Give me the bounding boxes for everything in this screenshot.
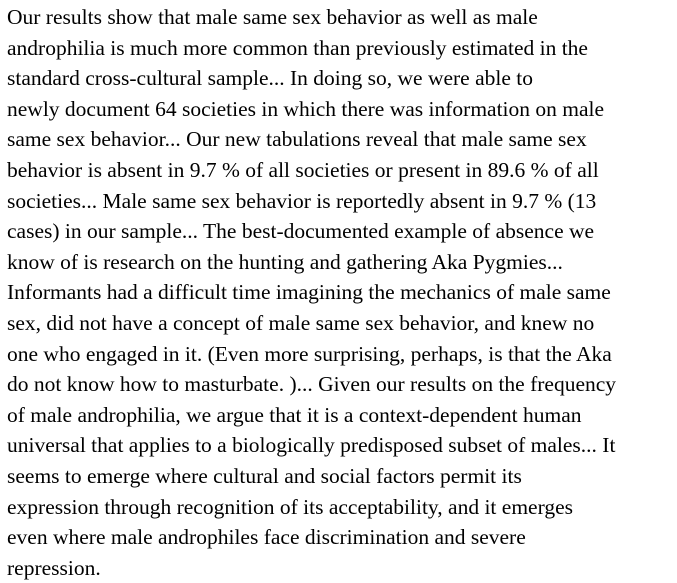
- text-line: seems to emerge where cultural and social factors permit its: [7, 463, 522, 488]
- text-line: know of is research on the hunting and gathering Aka Pygmies...: [7, 249, 563, 274]
- text-line: expression through recognition of its acceptability, and it emerges: [7, 494, 574, 519]
- text-line: one who engaged in it. (Even more surprising, perhaps, is that the Aka: [7, 341, 612, 366]
- text-line: Informants had a difficult time imagining the mechanics of male same: [7, 280, 611, 305]
- text-line: Our results show that male same sex behavior as well as male: [7, 5, 538, 29]
- text-line: newly document 64 societies in which there was information on male: [7, 96, 605, 121]
- text-line: societies... Male same sex behavior is reportedly absent in 9.7 % (13: [7, 188, 597, 213]
- text-line: of male androphilia, we argue that it is a context-dependent human: [7, 402, 582, 427]
- text-line: cases) in our sample... The best-documented example of absence we: [7, 219, 595, 244]
- text-line: androphilia is much more common than previously estimated in the: [7, 35, 588, 60]
- text-line: even where male androphiles face discrimination and severe: [7, 525, 526, 550]
- text-line: standard cross-cultural sample... In doing so, we were able to: [7, 66, 533, 91]
- text-line: sex, did not have a concept of male same sex behavior, and knew no: [7, 310, 595, 335]
- text-line: behavior is absent in 9.7 % of all societies or present in 89.6 % of all: [7, 157, 599, 182]
- text-line: do not know how to masturbate. )... Given our results on the frequency: [7, 372, 617, 397]
- text-line: same sex behavior... Our new tabulations reveal that male same sex: [7, 127, 587, 152]
- text-line: universal that applies to a biologically predisposed subset of males... It: [7, 433, 616, 458]
- text-line: repression.: [7, 555, 101, 580]
- document-body: [7, 2, 672, 583]
